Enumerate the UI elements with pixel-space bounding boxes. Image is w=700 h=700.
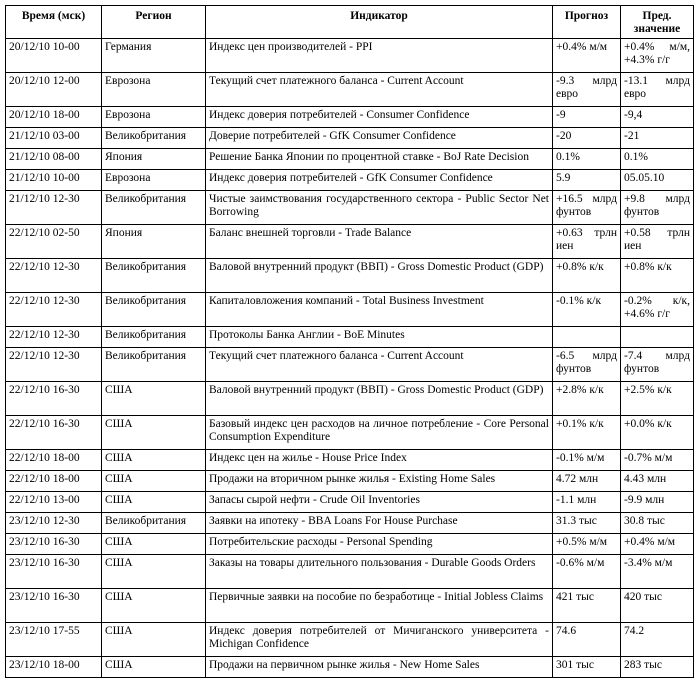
table-row bbox=[6, 107, 694, 128]
cell-time: 23/12/10 12-30 bbox=[6, 513, 102, 534]
cell-indicator: Доверие потребителей - GfK Consumer Confidence bbox=[206, 128, 553, 149]
cell-region: Еврозона bbox=[102, 107, 206, 128]
cell-time: 22/12/10 12-30 bbox=[6, 293, 102, 327]
table-row bbox=[6, 555, 694, 589]
cell-previous: 74.2 bbox=[621, 623, 694, 657]
table-row bbox=[6, 450, 694, 471]
cell-indicator: Запасы сырой нефти - Crude Oil Inventories bbox=[206, 492, 553, 513]
cell-indicator: Текущий счет платежного баланса - Current Account bbox=[206, 348, 553, 382]
cell-forecast: +0.8% к/к bbox=[553, 259, 621, 293]
header-forecast: Прогноз bbox=[553, 6, 621, 39]
cell-forecast: -0.1% м/м bbox=[553, 450, 621, 471]
cell-region: США bbox=[102, 589, 206, 623]
cell-region: Япония bbox=[102, 225, 206, 259]
cell-time: 22/12/10 18-00 bbox=[6, 471, 102, 492]
cell-indicator: Потребительские расходы - Personal Spending bbox=[206, 534, 553, 555]
cell-previous: -0.7% м/м bbox=[621, 450, 694, 471]
cell-region: США bbox=[102, 555, 206, 589]
cell-previous: -21 bbox=[621, 128, 694, 149]
cell-forecast: 74.6 bbox=[553, 623, 621, 657]
cell-region: Великобритания bbox=[102, 259, 206, 293]
cell-previous: 283 тыс bbox=[621, 657, 694, 678]
cell-time: 21/12/10 10-00 bbox=[6, 170, 102, 191]
cell-indicator: Заявки на ипотеку - BBA Loans For House Purchase bbox=[206, 513, 553, 534]
cell-time: 22/12/10 12-30 bbox=[6, 348, 102, 382]
cell-indicator: Первичные заявки на пособие по безработице - Initial Jobless Claims bbox=[206, 589, 553, 623]
cell-indicator: Текущий счет платежного баланса - Current Account bbox=[206, 73, 553, 107]
cell-region: Великобритания bbox=[102, 128, 206, 149]
cell-region: Германия bbox=[102, 39, 206, 73]
cell-previous: -9.9 млн bbox=[621, 492, 694, 513]
table-row bbox=[6, 73, 694, 107]
cell-region: Япония bbox=[102, 149, 206, 170]
cell-time: 23/12/10 18-00 bbox=[6, 657, 102, 678]
cell-region: Великобритания bbox=[102, 348, 206, 382]
cell-forecast: 31.3 тыс bbox=[553, 513, 621, 534]
cell-region: Великобритания bbox=[102, 513, 206, 534]
cell-forecast: -0.1% к/к bbox=[553, 293, 621, 327]
cell-indicator: Решение Банка Японии по процентной ставке - BoJ Rate Decision bbox=[206, 149, 553, 170]
cell-region: США bbox=[102, 657, 206, 678]
cell-time: 22/12/10 12-30 bbox=[6, 327, 102, 348]
cell-previous: -9,4 bbox=[621, 107, 694, 128]
cell-time: 22/12/10 13-00 bbox=[6, 492, 102, 513]
header-previous: Пред. значение bbox=[621, 6, 694, 39]
cell-indicator: Валовой внутренний продукт (ВВП) - Gross Domestic Product (GDP) bbox=[206, 382, 553, 416]
cell-previous: +0.8% к/к bbox=[621, 259, 694, 293]
table-body bbox=[6, 39, 694, 678]
table-row bbox=[6, 327, 694, 348]
cell-time: 22/12/10 16-30 bbox=[6, 382, 102, 416]
cell-indicator: Индекс цен производителей - PPI bbox=[206, 39, 553, 73]
table-row bbox=[6, 128, 694, 149]
cell-indicator: Валовой внутренний продукт (ВВП) - Gross Domestic Product (GDP) bbox=[206, 259, 553, 293]
table-row bbox=[6, 293, 694, 327]
cell-forecast: -6.5 млрд фунтов bbox=[553, 348, 621, 382]
cell-forecast: -0.6% м/м bbox=[553, 555, 621, 589]
cell-forecast: 0.1% bbox=[553, 149, 621, 170]
cell-previous: +0.58 трлн иен bbox=[621, 225, 694, 259]
table-row bbox=[6, 348, 694, 382]
cell-forecast: 4.72 млн bbox=[553, 471, 621, 492]
cell-region: США bbox=[102, 534, 206, 555]
table-row bbox=[6, 471, 694, 492]
cell-forecast: +16.5 млрд фунтов bbox=[553, 191, 621, 225]
cell-time: 22/12/10 12-30 bbox=[6, 259, 102, 293]
cell-region: США bbox=[102, 416, 206, 450]
table-row bbox=[6, 623, 694, 657]
header-indicator: Индикатор bbox=[206, 6, 553, 39]
cell-time: 22/12/10 16-30 bbox=[6, 416, 102, 450]
economic-calendar-table bbox=[5, 5, 694, 678]
cell-time: 20/12/10 18-00 bbox=[6, 107, 102, 128]
table-row bbox=[6, 39, 694, 73]
table-row bbox=[6, 534, 694, 555]
cell-previous: 420 тыс bbox=[621, 589, 694, 623]
cell-forecast: +0.5% м/м bbox=[553, 534, 621, 555]
cell-region: США bbox=[102, 471, 206, 492]
cell-forecast: +0.63 трлн иен bbox=[553, 225, 621, 259]
cell-forecast: -9.3 млрд евро bbox=[553, 73, 621, 107]
cell-indicator: Базовый индекс цен расходов на личное потребление - Core Personal Consumption Expenditure bbox=[206, 416, 553, 450]
cell-indicator: Заказы на товары длительного пользования - Durable Goods Orders bbox=[206, 555, 553, 589]
table-row bbox=[6, 170, 694, 191]
table-row bbox=[6, 513, 694, 534]
cell-forecast: +0.1% к/к bbox=[553, 416, 621, 450]
cell-previous: 4.43 млн bbox=[621, 471, 694, 492]
table-row bbox=[6, 589, 694, 623]
table-row bbox=[6, 191, 694, 225]
cell-previous: 05.05.10 bbox=[621, 170, 694, 191]
cell-time: 22/12/10 02-50 bbox=[6, 225, 102, 259]
cell-indicator: Продажи на первичном рынке жилья - New Home Sales bbox=[206, 657, 553, 678]
cell-region: Еврозона bbox=[102, 73, 206, 107]
cell-indicator: Чистые заимствования государственного сектора - Public Sector Net Borrowing bbox=[206, 191, 553, 225]
cell-region: Великобритания bbox=[102, 191, 206, 225]
cell-time: 21/12/10 03-00 bbox=[6, 128, 102, 149]
cell-indicator: Баланс внешней торговли - Trade Balance bbox=[206, 225, 553, 259]
table-row bbox=[6, 149, 694, 170]
cell-previous: 0.1% bbox=[621, 149, 694, 170]
cell-time: 20/12/10 10-00 bbox=[6, 39, 102, 73]
cell-forecast: 301 тыс bbox=[553, 657, 621, 678]
cell-indicator: Протоколы Банка Англии - BoE Minutes bbox=[206, 327, 553, 348]
cell-indicator: Продажи на вторичном рынке жилья - Existing Home Sales bbox=[206, 471, 553, 492]
cell-time: 23/12/10 16-30 bbox=[6, 555, 102, 589]
cell-time: 21/12/10 08-00 bbox=[6, 149, 102, 170]
table-row bbox=[6, 657, 694, 678]
cell-forecast: 421 тыс bbox=[553, 589, 621, 623]
cell-forecast: -20 bbox=[553, 128, 621, 149]
cell-indicator: Индекс доверия потребителей - Consumer Confidence bbox=[206, 107, 553, 128]
cell-forecast: 5.9 bbox=[553, 170, 621, 191]
cell-indicator: Индекс цен на жилье - House Price Index bbox=[206, 450, 553, 471]
cell-previous: -3.4% м/м bbox=[621, 555, 694, 589]
cell-time: 23/12/10 17-55 bbox=[6, 623, 102, 657]
cell-previous: -13.1 млрд евро bbox=[621, 73, 694, 107]
header-time: Время (мск) bbox=[6, 6, 102, 39]
cell-previous: +2.5% к/к bbox=[621, 382, 694, 416]
cell-previous: -0.2% к/к, +4.6% г/г bbox=[621, 293, 694, 327]
cell-time: 23/12/10 16-30 bbox=[6, 589, 102, 623]
header-region: Регион bbox=[102, 6, 206, 39]
table-row bbox=[6, 382, 694, 416]
header-row bbox=[6, 6, 694, 39]
cell-time: 23/12/10 16-30 bbox=[6, 534, 102, 555]
cell-region: США bbox=[102, 382, 206, 416]
cell-region: США bbox=[102, 623, 206, 657]
cell-previous: 30.8 тыс bbox=[621, 513, 694, 534]
cell-region: Еврозона bbox=[102, 170, 206, 191]
cell-forecast: +0.4% м/м bbox=[553, 39, 621, 73]
cell-region: Великобритания bbox=[102, 293, 206, 327]
cell-region: США bbox=[102, 492, 206, 513]
cell-forecast: +2.8% к/к bbox=[553, 382, 621, 416]
cell-forecast: -1.1 млн bbox=[553, 492, 621, 513]
cell-previous: +0.4% м/м bbox=[621, 534, 694, 555]
cell-previous: +0.4% м/м, +4.3% г/г bbox=[621, 39, 694, 73]
table-row bbox=[6, 259, 694, 293]
cell-time: 20/12/10 12-00 bbox=[6, 73, 102, 107]
cell-previous: -7.4 млрд фунтов bbox=[621, 348, 694, 382]
table-row bbox=[6, 416, 694, 450]
cell-time: 22/12/10 18-00 bbox=[6, 450, 102, 471]
cell-previous bbox=[621, 327, 694, 348]
cell-indicator: Капиталовложения компаний - Total Business Investment bbox=[206, 293, 553, 327]
cell-time: 21/12/10 12-30 bbox=[6, 191, 102, 225]
cell-forecast bbox=[553, 327, 621, 348]
cell-forecast: -9 bbox=[553, 107, 621, 128]
cell-region: Великобритания bbox=[102, 327, 206, 348]
cell-previous: +9.8 млрд фунтов bbox=[621, 191, 694, 225]
table-row bbox=[6, 225, 694, 259]
cell-previous: +0.0% к/к bbox=[621, 416, 694, 450]
cell-indicator: Индекс доверия потребителей от Мичиганского университета - Michigan Confidence bbox=[206, 623, 553, 657]
cell-indicator: Индекс доверия потребителей - GfK Consumer Confidence bbox=[206, 170, 553, 191]
table-row bbox=[6, 492, 694, 513]
cell-region: США bbox=[102, 450, 206, 471]
